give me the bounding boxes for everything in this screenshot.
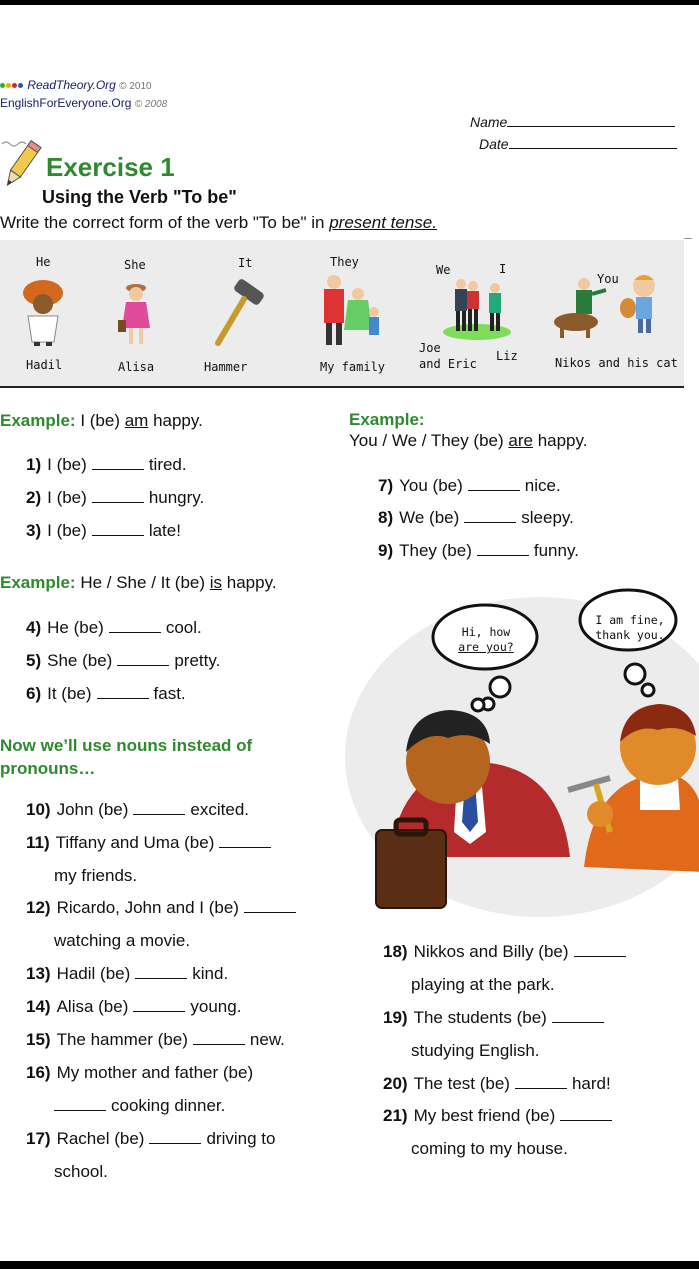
- example-are-pre: You / We / They (be): [349, 431, 509, 450]
- name-field[interactable]: [470, 114, 675, 130]
- question-text: I (be): [47, 488, 87, 507]
- exercise-title: Exercise 1: [46, 152, 175, 182]
- pronoun-she: She: [124, 258, 146, 272]
- question-text-end: nice.: [524, 476, 561, 495]
- answer-blank[interactable]: [133, 813, 185, 815]
- date-line: [509, 148, 677, 149]
- logo-line2-text: EnglishForEveryone.Org: [0, 96, 132, 110]
- question-text-end: tired.: [148, 455, 187, 474]
- right-bubble-line1: I am fine,: [595, 613, 665, 627]
- pencil-icon: [0, 138, 44, 194]
- question-12-continuation: watching a movie.: [54, 931, 191, 950]
- example-are-post: happy.: [532, 431, 588, 450]
- example-am-post: happy.: [148, 411, 203, 430]
- question-19-continuation: studying English.: [411, 1041, 540, 1060]
- question-text: You (be): [399, 476, 463, 495]
- example-are-label: [349, 410, 425, 430]
- question-text-end: cool.: [165, 618, 202, 637]
- right-bubble-text: [582, 613, 678, 643]
- question-number: 20): [383, 1074, 408, 1093]
- question-number: 17): [26, 1129, 51, 1148]
- hammer-icon: [208, 275, 266, 347]
- question-17: [26, 1129, 275, 1149]
- name-nikos-and-cat: Nikos and his cat: [555, 356, 678, 370]
- question-1: [26, 455, 187, 475]
- top-border: [0, 0, 699, 5]
- family-figure-icon: [318, 272, 384, 350]
- strip-edge-mark: [684, 238, 692, 239]
- question-text-end: kind.: [192, 964, 229, 983]
- answer-blank[interactable]: [117, 664, 169, 666]
- question-number: 11): [26, 833, 50, 852]
- answer-blank[interactable]: [149, 1142, 201, 1144]
- question-text: It (be): [47, 684, 92, 703]
- question-number: 21): [383, 1106, 408, 1125]
- question-text-end: excited.: [190, 800, 249, 819]
- question-text-end: pretty.: [174, 651, 221, 670]
- answer-blank[interactable]: [135, 977, 187, 979]
- example-is: [0, 573, 277, 593]
- question-text-end: driving to: [206, 1129, 276, 1148]
- question-14: [26, 997, 241, 1017]
- name-and-eric: and Eric: [419, 357, 477, 371]
- right-bubble-line2: thank you.: [595, 628, 665, 642]
- question-11: [26, 833, 276, 853]
- pronoun-we: We: [436, 263, 451, 277]
- question-number: 6): [26, 684, 42, 703]
- hadil-figure-icon: [18, 276, 68, 346]
- question-number: 10): [26, 800, 51, 819]
- question-number: 8): [378, 508, 394, 527]
- question-text-end: sleepy.: [521, 508, 574, 527]
- exercise-subtitle: Using the Verb "To be": [42, 187, 237, 207]
- example-is-verb: is: [209, 573, 223, 592]
- question-10: [26, 800, 249, 820]
- question-text-end: fast.: [153, 684, 186, 703]
- question-number: 5): [26, 651, 42, 670]
- answer-blank[interactable]: [219, 846, 271, 848]
- question-5: [26, 651, 220, 671]
- question-text: My mother and father (be): [56, 1063, 254, 1082]
- question-text: He (be): [47, 618, 104, 637]
- nouns-section-heading: [0, 734, 252, 780]
- answer-blank[interactable]: [193, 1043, 245, 1045]
- example-am: [0, 411, 203, 431]
- bottom-border: [0, 1261, 699, 1269]
- question-text-end: young.: [190, 997, 242, 1016]
- question-text: Alisa (be): [56, 997, 129, 1016]
- question-text: They (be): [399, 541, 472, 560]
- question-text: Tiffany and Uma (be): [55, 833, 215, 852]
- nouns-heading-line1: Now we’ll use nouns instead of: [0, 736, 253, 755]
- example-are: [349, 431, 587, 451]
- answer-blank[interactable]: [92, 534, 144, 536]
- example-label: Example:: [0, 573, 76, 592]
- instruction-emphasis: present tense.: [329, 213, 437, 232]
- question-text: Hadil (be): [56, 964, 131, 983]
- name-hadil: Hadil: [26, 358, 63, 372]
- question-text: I (be): [47, 455, 87, 474]
- question-number: 14): [26, 997, 51, 1016]
- question-16-continuation: [54, 1096, 225, 1116]
- question-8: [378, 508, 574, 528]
- question-number: 18): [383, 942, 408, 961]
- example-label: Example:: [0, 411, 76, 430]
- question-text-end: late!: [148, 521, 181, 540]
- question-text-end: cooking dinner.: [111, 1096, 226, 1115]
- question-16: [26, 1063, 253, 1083]
- answer-blank[interactable]: [92, 501, 144, 503]
- pronoun-it: It: [238, 256, 253, 270]
- answer-blank[interactable]: [515, 1087, 567, 1089]
- logo-line1-text: ReadTheory.Org: [27, 78, 116, 92]
- answer-blank[interactable]: [109, 631, 161, 633]
- readtheory-logo: [0, 78, 152, 92]
- left-bubble-line1: Hi, how: [461, 625, 511, 639]
- question-18-continuation: playing at the park.: [411, 975, 555, 994]
- instruction-text: [0, 213, 437, 233]
- name-joe: Joe: [419, 341, 441, 355]
- date-label: Date: [479, 136, 509, 152]
- answer-blank[interactable]: [97, 697, 149, 699]
- question-21-continuation: coming to my house.: [411, 1139, 568, 1158]
- question-number: 13): [26, 964, 51, 983]
- nouns-heading-line2: pronouns…: [0, 759, 96, 778]
- example-is-post: happy.: [222, 573, 277, 592]
- name-line: [507, 126, 675, 127]
- pronoun-he: He: [36, 255, 51, 269]
- question-15: [26, 1030, 285, 1050]
- question-6: [26, 684, 186, 704]
- question-2: [26, 488, 204, 508]
- answer-blank[interactable]: [574, 955, 626, 957]
- example-are-verb: are: [508, 431, 533, 450]
- question-text: My best friend (be): [413, 1106, 556, 1125]
- date-field[interactable]: [479, 136, 677, 152]
- question-text: The hammer (be): [56, 1030, 188, 1049]
- pronoun-they: They: [330, 255, 359, 269]
- pronoun-you: You: [597, 272, 619, 286]
- question-number: 16): [26, 1063, 51, 1082]
- answer-blank[interactable]: [560, 1119, 612, 1121]
- question-3: [26, 521, 181, 541]
- question-text: Ricardo, John and I (be): [56, 898, 239, 917]
- example-am-verb: am: [124, 411, 149, 430]
- answer-blank[interactable]: [133, 1010, 185, 1012]
- left-bubble-line2: are you?: [458, 640, 514, 654]
- we-group-figure-icon: [443, 276, 513, 342]
- question-text: She (be): [47, 651, 113, 670]
- question-17-continuation: school.: [54, 1162, 108, 1181]
- question-4: [26, 618, 202, 638]
- name-hammer: Hammer: [204, 360, 248, 374]
- pronoun-i: I: [499, 262, 507, 276]
- answer-blank[interactable]: [552, 1021, 604, 1023]
- question-number: 4): [26, 618, 42, 637]
- question-12: [26, 898, 301, 918]
- question-9: [378, 541, 579, 561]
- name-liz: Liz: [496, 349, 518, 363]
- question-text-end: hungry.: [148, 488, 205, 507]
- question-7: [378, 476, 561, 496]
- instruction-prefix: Write the correct form of the verb "To be" in: [0, 213, 330, 232]
- name-label: Name: [470, 114, 508, 130]
- question-11-continuation: my friends.: [54, 866, 138, 885]
- question-number: 19): [383, 1008, 408, 1027]
- answer-blank[interactable]: [92, 468, 144, 470]
- question-text-end: hard!: [571, 1074, 611, 1093]
- name-alisa: Alisa: [118, 360, 155, 374]
- question-13: [26, 964, 228, 984]
- question-20: [383, 1074, 611, 1094]
- logo-line2-copyright: © 2008: [134, 99, 168, 110]
- question-text: The test (be): [413, 1074, 510, 1093]
- question-19: [383, 1008, 609, 1028]
- question-text-end: new.: [249, 1030, 285, 1049]
- answer-blank[interactable]: [244, 911, 296, 913]
- left-bubble-text: [438, 625, 534, 655]
- thought-dot: [472, 699, 484, 711]
- question-number: 12): [26, 898, 51, 917]
- question-number: 15): [26, 1030, 51, 1049]
- englishforeveryone-logo: [0, 96, 167, 110]
- question-text: I (be): [47, 521, 87, 540]
- alisa-figure-icon: [114, 280, 158, 348]
- question-number: 1): [26, 455, 42, 474]
- answer-blank[interactable]: [54, 1109, 106, 1111]
- answer-blank[interactable]: [464, 521, 516, 523]
- question-text: Rachel (be): [56, 1129, 145, 1148]
- question-18: [383, 942, 631, 962]
- question-text: Nikkos and Billy (be): [413, 942, 569, 961]
- question-text: We (be): [399, 508, 460, 527]
- nikos-and-cat-icon: [548, 272, 658, 342]
- question-21: [383, 1106, 617, 1126]
- question-number: 9): [378, 541, 394, 560]
- question-number: 2): [26, 488, 42, 507]
- name-my-family: My family: [320, 360, 386, 374]
- answer-blank[interactable]: [468, 489, 520, 491]
- answer-blank[interactable]: [477, 554, 529, 556]
- question-text: The students (be): [413, 1008, 547, 1027]
- example-is-pre: He / She / It (be): [75, 573, 210, 592]
- question-number: 3): [26, 521, 42, 540]
- example-am-pre: I (be): [75, 411, 125, 430]
- question-text: John (be): [56, 800, 129, 819]
- example-label: Example:: [349, 410, 425, 429]
- question-text-end: funny.: [533, 541, 579, 560]
- question-number: 7): [378, 476, 394, 495]
- logo-line1-copyright: © 2010: [119, 81, 152, 92]
